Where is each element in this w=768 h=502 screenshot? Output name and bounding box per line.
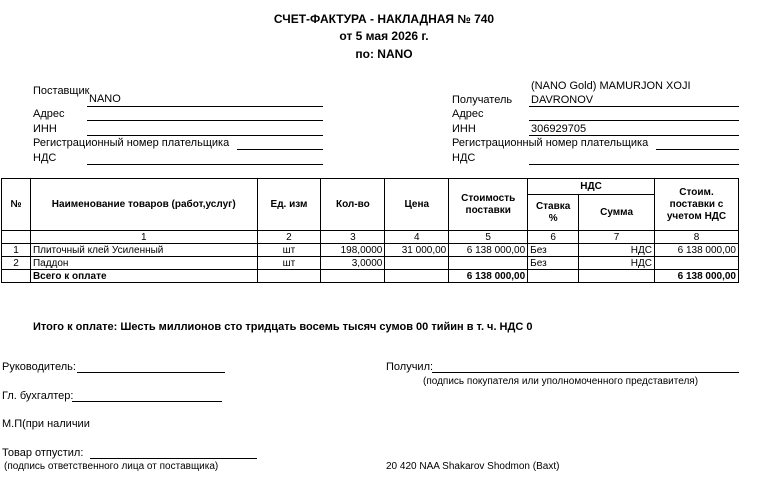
footer-note: 20 420 NAA Shakarov Shodmon (Baxt)	[386, 461, 560, 472]
recipient-inn-line	[529, 135, 739, 136]
row-unit: шт	[257, 257, 321, 270]
supplier-reg-label: Регистрационный номер плательщика	[33, 137, 230, 149]
row-total: 6 138 000,00	[655, 244, 739, 257]
document-date: от 5 мая 2026 г.	[339, 29, 429, 43]
accountant-signature-line	[72, 401, 222, 402]
col-number: 1	[30, 231, 257, 244]
table-row	[2, 244, 739, 257]
row-cost: 6 138 000,00	[449, 244, 528, 257]
header-cost: Стоимость поставки	[449, 179, 528, 231]
recipient-line	[529, 106, 739, 107]
row-total	[655, 257, 739, 270]
header-vat-rate: Ставка %	[528, 195, 579, 231]
supplier-vat-label: НДС	[33, 152, 57, 164]
col-number: 3	[321, 231, 385, 244]
supplier-caption: (подпись ответственного лица от поставщика)	[4, 461, 219, 472]
supplier-inn-label: ИНН	[33, 123, 57, 135]
table-row	[2, 257, 739, 270]
recipient-reg-line	[656, 149, 739, 150]
row-qty: 198,0000	[321, 244, 385, 257]
supplier-value: NANO	[89, 93, 121, 105]
recipient-address-label: Адрес	[452, 108, 484, 120]
header-total: Стоим. поставки с учетом НДС	[655, 179, 739, 231]
col-number: 8	[655, 231, 739, 244]
row-name: Паддон	[30, 257, 257, 270]
supplier-address-label: Адрес	[33, 108, 65, 120]
row-vat-rate: Без	[528, 257, 579, 270]
total-label: Всего к оплате	[30, 270, 257, 283]
header-name: Наименование товаров (работ,услуг)	[30, 179, 257, 231]
recipient-label: Получатель	[452, 94, 513, 106]
col-number: 5	[449, 231, 528, 244]
document-title: СЧЕТ-ФАКТУРА - НАКЛАДНАЯ № 740	[273, 12, 495, 26]
col-number: 2	[257, 231, 321, 244]
released-label: Товар отпустил:	[2, 447, 84, 459]
recipient-inn-value: 306929705	[531, 123, 587, 135]
invoice-table	[1, 178, 739, 283]
row-unit: шт	[257, 244, 321, 257]
row-vat-rate: Без	[528, 244, 579, 257]
recipient-vat-label: НДС	[452, 152, 476, 164]
received-signature-line	[432, 372, 739, 373]
row-price	[385, 257, 449, 270]
received-label: Получил:	[386, 361, 434, 373]
amount-in-words: Итого к оплате: Шесть миллионов сто тридцать восемь тысяч сумов 00 тийин в т. ч. НДС 0	[33, 321, 533, 333]
document-by: по: NANO	[355, 47, 413, 61]
director-signature-line	[77, 372, 225, 373]
supplier-label: Поставщик	[33, 85, 90, 97]
row-num: 2	[2, 257, 31, 270]
row-qty: 3,0000	[321, 257, 385, 270]
total-row	[2, 270, 739, 283]
row-num: 1	[2, 244, 31, 257]
recipient-value-line2: DAVRONOV	[531, 94, 594, 106]
supplier-inn-line	[87, 135, 323, 136]
recipient-inn-label: ИНН	[452, 123, 476, 135]
row-cost	[449, 257, 528, 270]
header-num: №	[2, 179, 31, 231]
row-vat-sum: НДС	[579, 257, 655, 270]
total-cost: 6 138 000,00	[449, 270, 528, 283]
col-number: 4	[385, 231, 449, 244]
col-number: 7	[579, 231, 655, 244]
recipient-address-line	[529, 120, 739, 121]
col-number: 6	[528, 231, 579, 244]
recipient-value-line1: (NANO Gold) MAMURJON XOJI	[531, 80, 691, 92]
header-unit: Ед. изм	[257, 179, 321, 231]
stamp-label: М.П(при наличии	[2, 418, 90, 430]
header-vat: НДС	[528, 179, 655, 195]
table-header-row	[2, 179, 739, 195]
total-sum: 6 138 000,00	[655, 270, 739, 283]
recipient-reg-label: Регистрационный номер плательщика	[452, 137, 649, 149]
column-number-row	[2, 231, 739, 244]
header-qty: Кол-во	[321, 179, 385, 231]
header-price: Цена	[385, 179, 449, 231]
released-signature-line	[90, 458, 257, 459]
buyer-caption: (подпись покупателя или уполномоченного представителя)	[423, 376, 699, 387]
row-vat-sum: НДС	[579, 244, 655, 257]
header-vat-sum: Сумма	[579, 195, 655, 231]
director-label: Руководитель:	[2, 361, 76, 373]
accountant-label: Гл. бухгалтер:	[2, 390, 74, 402]
recipient-vat-line	[529, 164, 739, 165]
supplier-address-line	[87, 120, 323, 121]
supplier-reg-line	[237, 149, 323, 150]
row-name: Плиточный клей Усиленный	[30, 244, 257, 257]
row-price: 31 000,00	[385, 244, 449, 257]
supplier-vat-line	[87, 164, 323, 165]
supplier-line	[87, 106, 323, 107]
